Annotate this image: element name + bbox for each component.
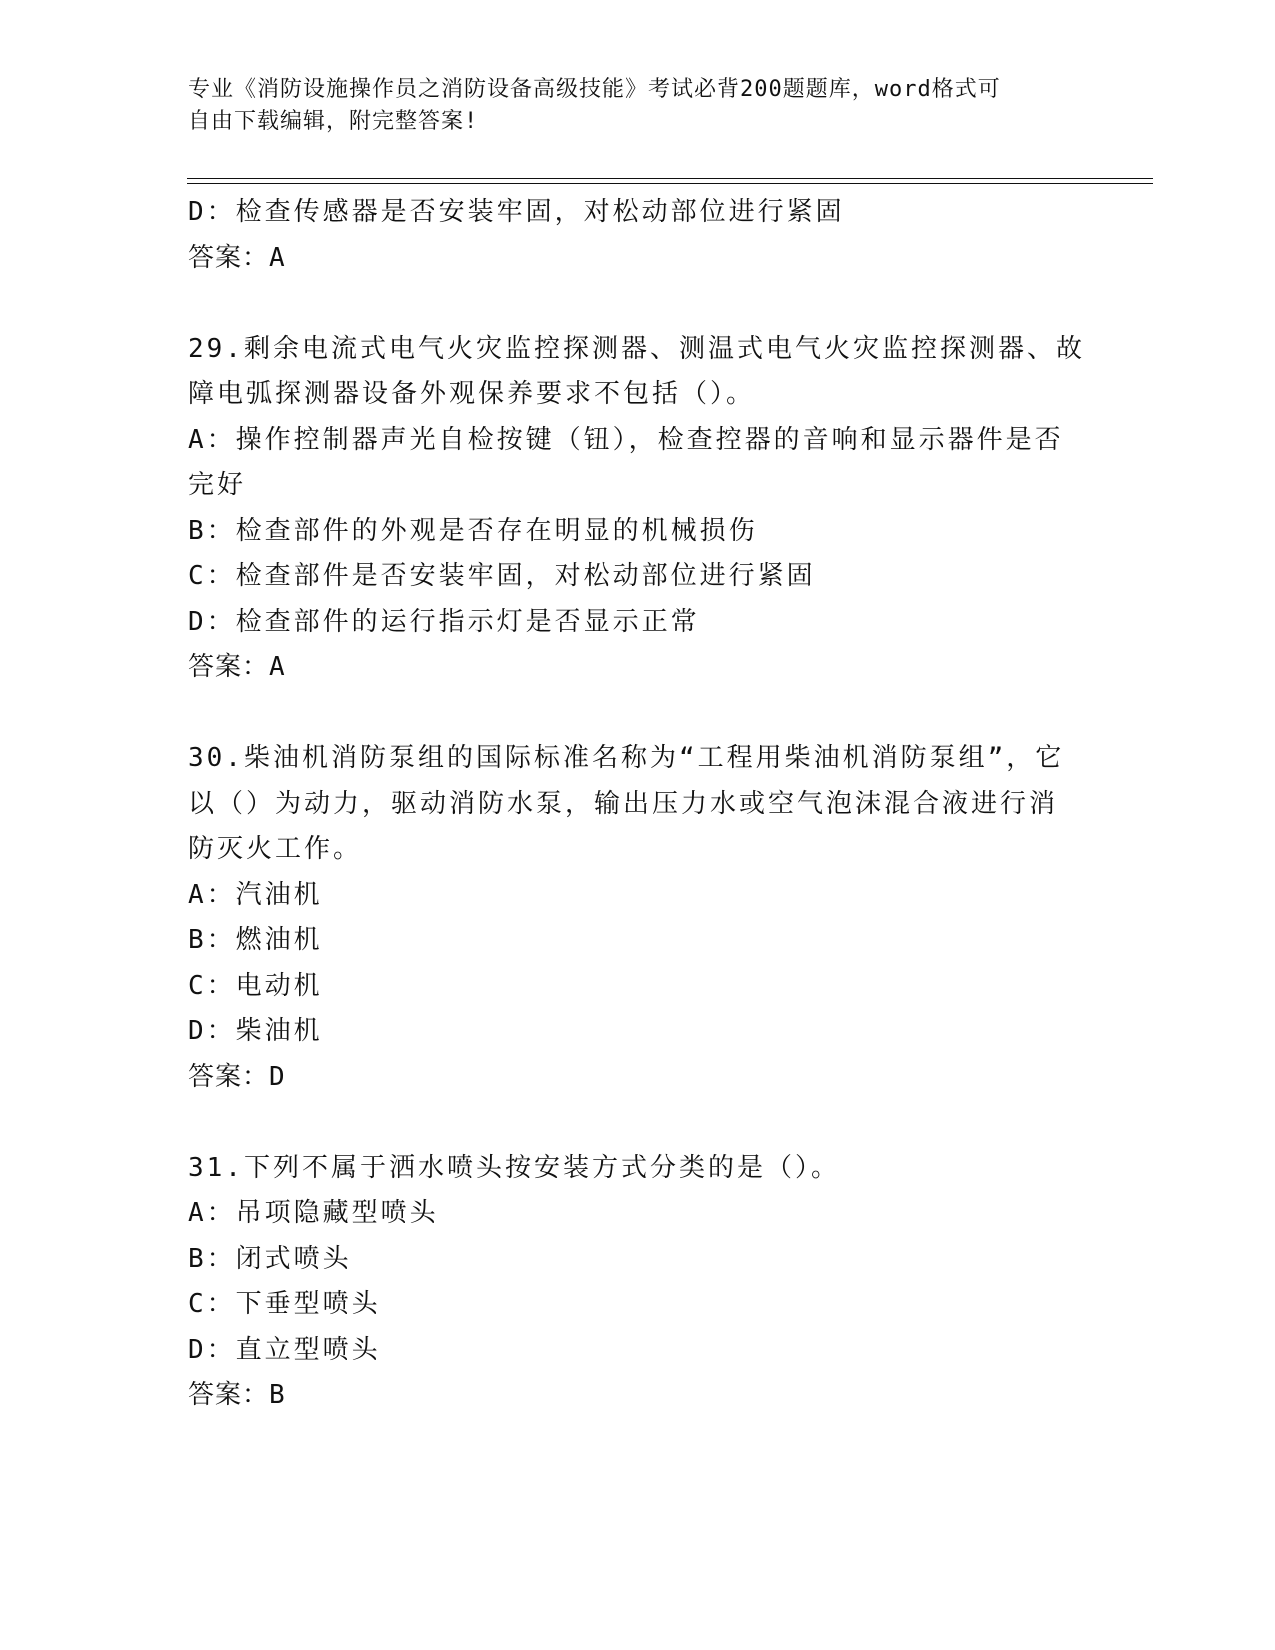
question-stem: 以（）为动力，驱动消防水泵，输出压力水或空气泡沫混合液进行消	[188, 788, 1059, 819]
question-stem: 30.柴油机消防泵组的国际标准名称为“工程用柴油机消防泵组”，它	[188, 743, 1065, 773]
option-a: A：吊项隐藏型喷头	[188, 1198, 439, 1228]
option-d: D：柴油机	[188, 1016, 323, 1046]
option-b: B：闭式喷头	[188, 1243, 352, 1274]
answer-line: 答案：D	[188, 1061, 286, 1092]
answer-line: 答案：A	[188, 652, 286, 682]
question-stem: 29.剩余电流式电气火灾监控探测器、测温式电气火灾监控探测器、故	[188, 333, 1085, 364]
option-a: A：汽油机	[188, 879, 323, 910]
header-line-1: 专业《消防设施操作员之消防设备高级技能》考试必背200题题库，word格式可	[188, 77, 1001, 102]
option-c: C：下垂型喷头	[188, 1289, 381, 1319]
option-b: B：燃油机	[188, 925, 323, 955]
question-list	[188, 190, 1088, 1419]
header-divider-bottom	[187, 183, 1153, 184]
option-c: C：电动机	[188, 970, 323, 1001]
question-stem: 障电弧探测器设备外观保养要求不包括（）。	[188, 379, 756, 409]
q28-option-d: D：检查传感器是否安装牢固，对松动部位进行紧固	[188, 197, 845, 227]
option-d: D：直立型喷头	[188, 1334, 381, 1365]
answer-line: 答案：B	[188, 1380, 286, 1410]
header-divider-top	[187, 178, 1153, 179]
question-stem: 31.下列不属于洒水喷头按安装方式分类的是（）。	[188, 1152, 840, 1183]
option-b: B：检查部件的外观是否存在明显的机械损伤	[188, 515, 758, 546]
document-header	[188, 74, 1068, 138]
question-stem: 防灭火工作。	[188, 834, 363, 864]
option-d: D：检查部件的运行指示灯是否显示正常	[188, 606, 700, 637]
option-a: A：操作控制器声光自检按键（钮），检查控器的音响和显示器件是否	[188, 424, 1064, 455]
question-29	[188, 327, 1088, 691]
question-30	[188, 736, 1088, 1100]
option-c: C：检查部件是否安装牢固，对松动部位进行紧固	[188, 561, 816, 591]
q28-answer: 答案：A	[188, 242, 286, 273]
question-31	[188, 1146, 1088, 1419]
option-a-continued: 完好	[188, 470, 247, 500]
header-line-2: 自由下载编辑，附完整答案!	[188, 109, 479, 134]
